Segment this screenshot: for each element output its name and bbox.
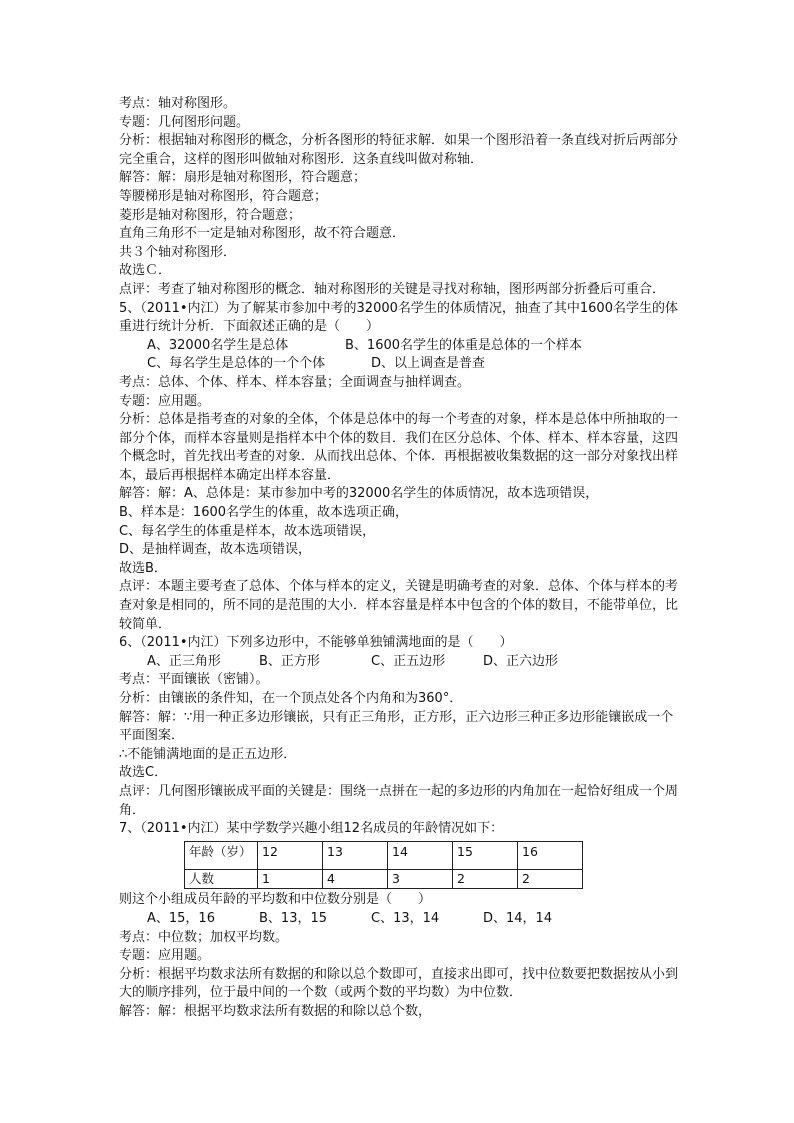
q6-jieda-line: 解答：解：∵用一种正多边形镶嵌，只有正三角形，正方形，正六边形三种正多边形能镶嵌成一个平面图案． [119,709,674,744]
table-cell: 人数 [185,869,258,889]
q7-fenxi: 分析：根据平均数求法所有数据的和除以总个数即可，直接求出即可，找中位数要把数据按从小到大的顺序排列，位于最中间的一个数（或两个数的平均数）为中位数． [119,966,679,1001]
q7-zhuanti: 专题：应用题。 [119,948,211,964]
q5-dianping: 点评：本题主要考查了总体、个体与样本的定义，关键是明确考查的对象．总体、个体与样本的考查对象是相同的，所不同的是范围的大小．样本容量是样本中包含的个体的数目，不能带单位，比较简单． [119,579,679,632]
q7-option-b: B、13，15 [259,910,328,926]
table-cell: 13 [323,841,388,869]
q7-options [119,910,679,929]
q4-jieda-line: 菱形是轴对称图形，符合题意； [119,207,302,223]
q7-stem: 7、（2011•内江）某中学数学兴趣小组12名成员的年龄情况如下： [119,821,504,837]
q4-jieda-line: 解答：解：扇形是轴对称图形，符合题意； [119,170,367,186]
q5-jieda-line: 解答：解：A、总体是：某市参加中考的32000名学生的体质情况，故本选项错误， [119,486,599,502]
q6-options [119,653,679,672]
q4-fenxi: 分析：根据轴对称图形的概念，分析各图形的特征求解．如果一个图形沿着一条直线对折后两部分完全重合，这样的图形叫做轴对称图形．这条直线叫做对称轴． [119,133,679,167]
q7-option-a: A、15，16 [147,910,215,926]
q4-jieda-line: 故选Ｃ． [119,263,172,279]
q6-option-c: C、正五边形 [371,653,446,669]
q5-kaodian: 考点：总体、个体、样本、样本容量；全面调查与抽样调查。 [119,374,471,390]
q5-fenxi: 分析：总体是指考查的对象的全体，个体是总体中的每一个考查的对象，样本是总体中所抽取的一部分个体，而样本容量则是指样本中个体的数目．我们在区分总体、个体、样本、样本容量，这四个概念时，首先找出考查的对象．从而找出总体、个体．再根据被收集数据的这一部分对象找出样本，最后再根据样本确定出样本容量． [119,412,679,483]
document-page [119,95,679,1022]
q5-jieda-line: D、是抽样调查，故本选项错误， [119,542,312,558]
q7-jieda-line: 解答：解：根据平均数求法所有数据的和除以总个数， [119,1003,432,1019]
table-cell: 14 [388,841,453,869]
q5-zhuanti: 专题：应用题。 [119,393,211,409]
q4-dianping: 点评：考查了轴对称图形的概念．轴对称图形的关键是寻找对称轴，图形两部分折叠后可重合． [119,281,666,297]
q7-question: 则这个小组成员年龄的平均数和中位数分别是（ ） [119,892,432,908]
q6-option-d: D、正六边形 [483,653,559,669]
table-cell: 1 [258,869,323,889]
q6-dianping: 点评：几何图形镶嵌成平面的关键是：围绕一点拼在一起的多边形的内角加在一起恰好组成一个周角． [119,783,679,818]
q6-fenxi: 分析：由镶嵌的条件知，在一个顶点处各个内角和为360°． [119,691,463,706]
table-cell: 2 [453,869,518,889]
q4-zhuanti: 专题：几何图形问题。 [119,114,250,130]
q5-option-d: D、以上调查是普查 [371,356,486,372]
table-cell: 年龄（岁） [185,841,258,869]
q4-kaodian: 考点：轴对称图形。 [119,96,237,111]
q5-option-b: B、1600名学生的体重是总体的一个样本 [345,337,583,353]
age-table [184,841,583,890]
table-cell: 12 [258,841,323,869]
q6-jieda-line: ∴不能铺满地面的是正五边形． [119,746,297,762]
table-cell: 2 [518,869,583,889]
table-row [185,841,583,869]
q5-stem: 5、（2011•内江）为了解某市参加中考的32000名学生的体质情况，抽查了其中1600名学生的体重进行统计分析．下面叙述正确的是（ ） [119,300,678,335]
q6-option-b: B、正方形 [259,653,320,669]
q6-kaodian: 考点：平面镶嵌（密铺）。 [119,672,269,688]
table-cell: 15 [453,841,518,869]
q7-option-c: C、13，14 [371,910,440,926]
table-cell: 3 [388,869,453,889]
table-row [185,869,583,889]
q4-jieda-line: 等腰梯形是轴对称图形，符合题意； [119,188,328,204]
q6-option-a: A、正三角形 [147,653,221,669]
q4-jieda-line: 直角三角形不一定是轴对称图形，故不符合题意． [119,226,406,242]
q7-option-d: D、14，14 [483,910,553,926]
q5-jieda-line: 故选B． [119,560,167,576]
table-cell: 4 [323,869,388,889]
q5-options-row2 [119,355,679,374]
q5-option-c: C、每名学生是总体的一个个体 [147,356,326,372]
q6-jieda-line: 故选C． [119,765,168,781]
table-cell: 16 [518,841,583,869]
q5-jieda-line: C、每名学生的体重是样本，故本选项错误， [119,523,376,539]
q5-jieda-line: B、样本是：1600名学生的体重，故本选项正确， [119,505,409,521]
q5-options-row1 [119,337,679,356]
q5-option-a: A、32000名学生是总体 [147,337,289,353]
q4-jieda-line: 共３个轴对称图形． [119,244,237,260]
q7-kaodian: 考点：中位数；加权平均数。 [119,929,289,945]
q6-stem: 6、（2011•内江）下列多边形中，不能够单独铺满地面的是（ ） [119,635,513,651]
